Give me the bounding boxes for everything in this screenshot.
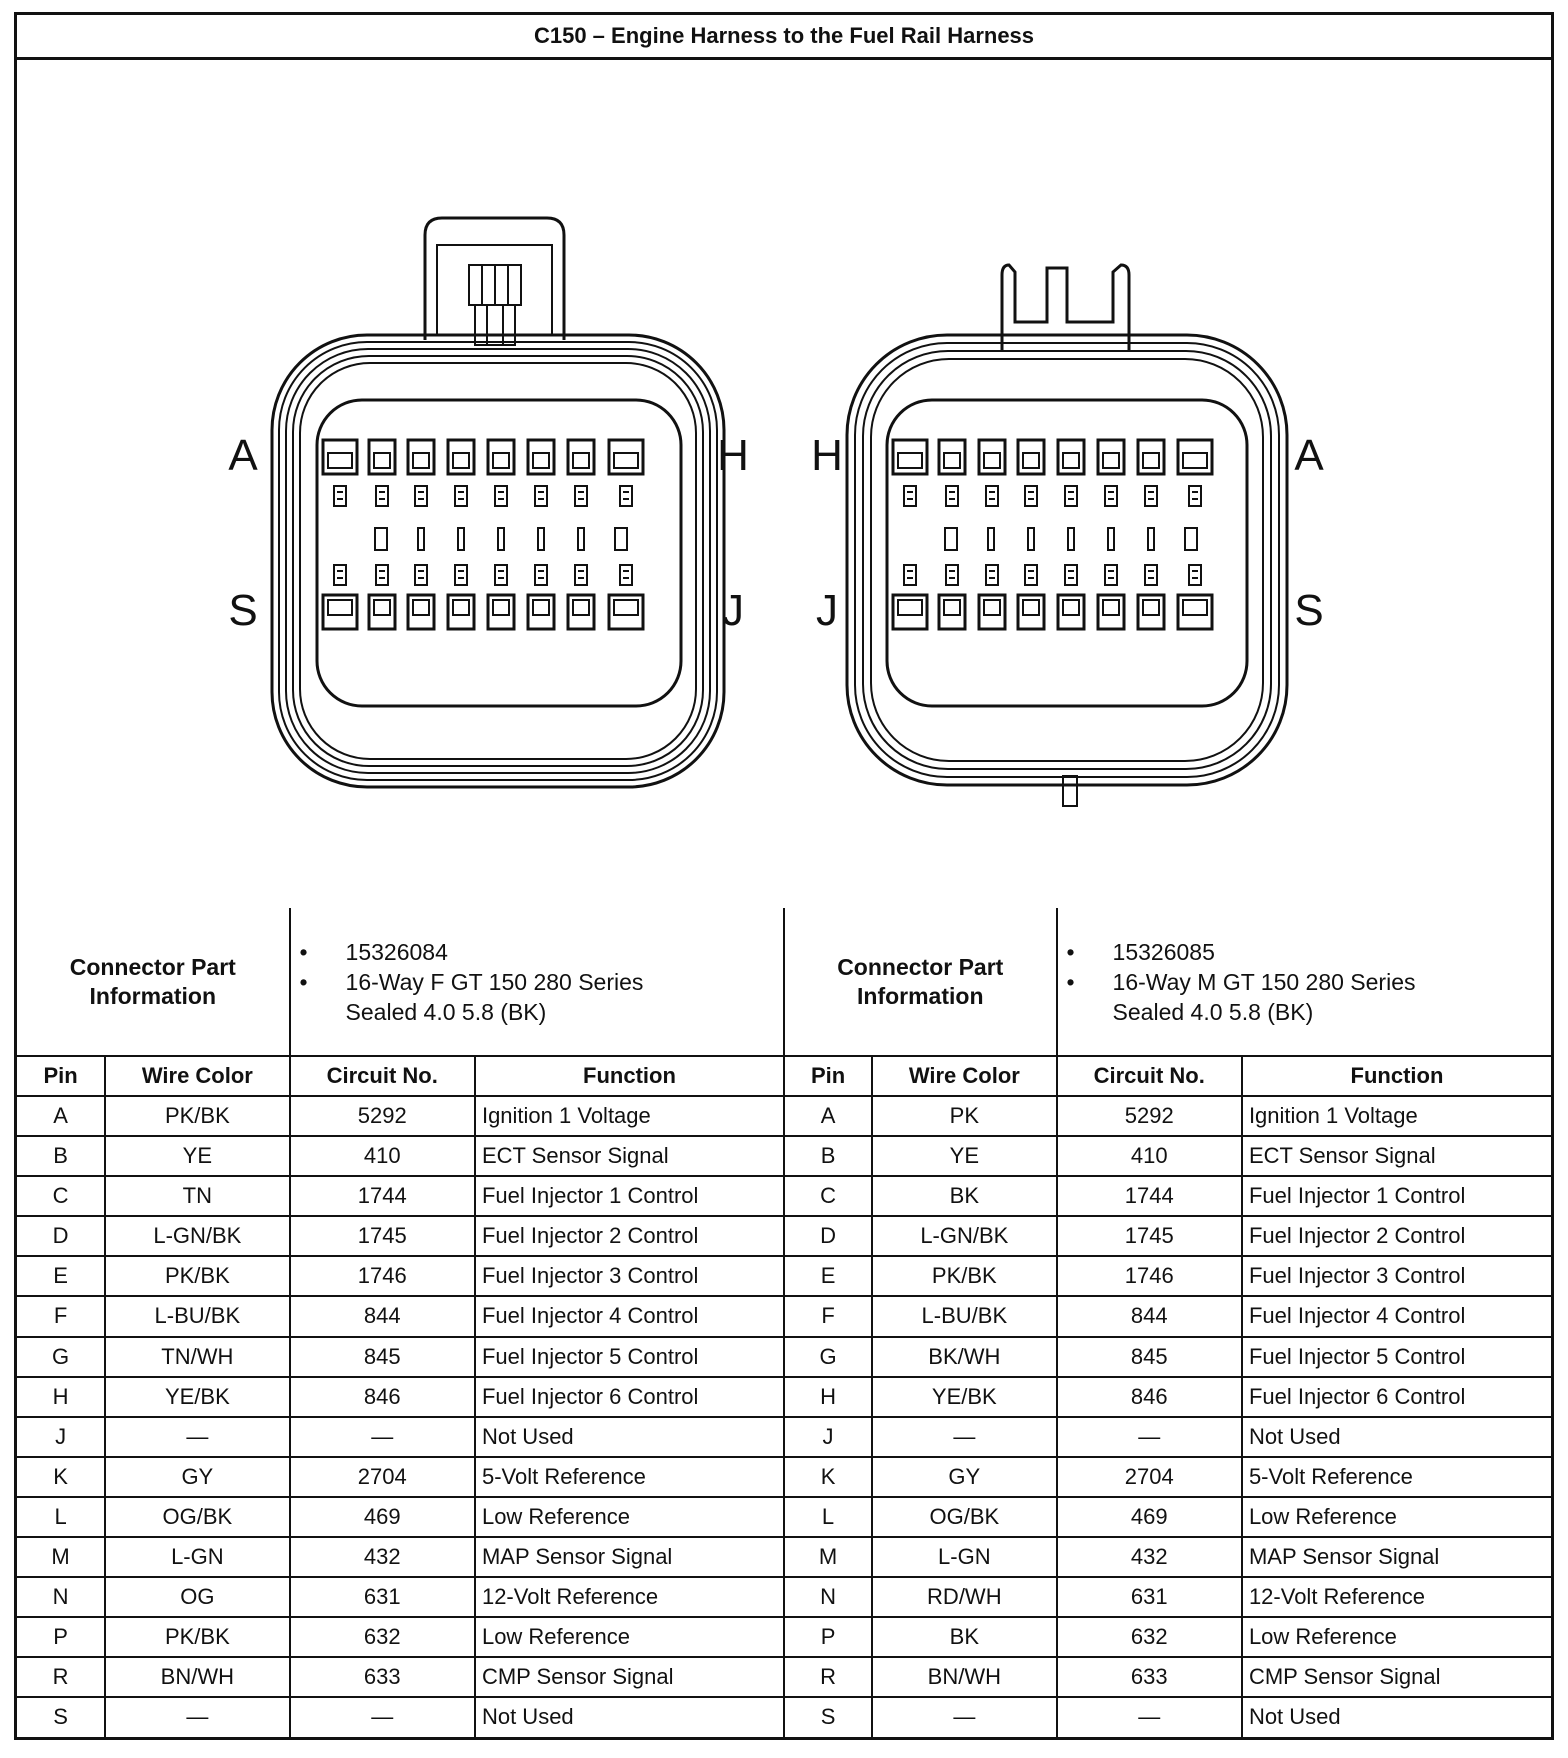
pin-cell: B [784, 1136, 872, 1176]
circuit-number-cell: 631 [1057, 1577, 1242, 1617]
terminal-lock [986, 486, 998, 506]
function-cell: Fuel Injector 6 Control [475, 1377, 784, 1417]
pin-row [17, 1497, 1551, 1537]
terminal-cavity-inner [328, 600, 352, 615]
pin-row [17, 1617, 1551, 1657]
function-cell: ECT Sensor Signal [1242, 1136, 1551, 1176]
function-cell: Fuel Injector 5 Control [1242, 1337, 1551, 1377]
terminal-cavity-inner [1183, 600, 1207, 615]
terminal-lock [575, 486, 587, 506]
circuit-number-cell: 410 [290, 1136, 475, 1176]
circuit-number-cell: 633 [290, 1657, 475, 1697]
wire-color-cell: GY [105, 1457, 289, 1497]
terminal-lock [1189, 486, 1201, 506]
function-cell: CMP Sensor Signal [1242, 1657, 1551, 1697]
connector-info-header-right [784, 908, 1057, 1056]
circuit-number-cell: — [1057, 1417, 1242, 1457]
wire-color-cell: OG/BK [872, 1497, 1056, 1537]
terminal-cavity-inner [984, 600, 1000, 615]
pin-row [17, 1136, 1551, 1176]
function-cell: Fuel Injector 5 Control [475, 1337, 784, 1377]
wire-color-cell: PK/BK [105, 1096, 289, 1136]
male-label-top-left: H [811, 431, 843, 480]
pin-cell: C [784, 1176, 872, 1216]
part-description-line1: • 16-Way F GT 150 280 Series [346, 967, 777, 997]
wire-color-cell: TN/WH [105, 1337, 289, 1377]
wire-color-cell: YE [872, 1136, 1056, 1176]
terminal-cavity-inner [1143, 453, 1159, 468]
pin-cell: G [784, 1337, 872, 1377]
connector-sheet [14, 12, 1554, 1740]
function-cell: Low Reference [475, 1497, 784, 1537]
pin-cell: H [784, 1377, 872, 1417]
terminal-cavity-inner [374, 600, 390, 615]
center-keyway [578, 528, 584, 550]
center-keyway [1028, 528, 1034, 550]
terminal-lock [455, 565, 467, 585]
connector-drawing [17, 60, 1551, 910]
wire-color-cell: L-GN [105, 1537, 289, 1577]
center-keyway [375, 528, 387, 550]
pin-row [17, 1216, 1551, 1256]
wire-color-cell: OG [105, 1577, 289, 1617]
circuit-number-cell: 1745 [1057, 1216, 1242, 1256]
circuit-number-cell: 633 [1057, 1657, 1242, 1697]
connector-part-info-right [1057, 908, 1551, 1056]
pin-cell: K [784, 1457, 872, 1497]
pin-cell: C [17, 1176, 105, 1216]
terminal-cavity-inner [374, 453, 390, 468]
terminal-cavity-inner [898, 600, 922, 615]
circuit-number-cell: — [1057, 1697, 1242, 1737]
function-cell: ECT Sensor Signal [475, 1136, 784, 1176]
terminal-lock [415, 565, 427, 585]
part-description-line2: Sealed 4.0 5.8 (BK) [345, 998, 547, 1025]
circuit-number-cell: 469 [1057, 1497, 1242, 1537]
wire-color-cell: L-GN [872, 1537, 1056, 1577]
terminal-lock [620, 565, 632, 585]
wire-color-cell: L-BU/BK [872, 1296, 1056, 1336]
function-cell: CMP Sensor Signal [475, 1657, 784, 1697]
pin-cell: L [17, 1497, 105, 1537]
center-keyway [615, 528, 627, 550]
center-keyway [538, 528, 544, 550]
function-cell: 5-Volt Reference [1242, 1457, 1551, 1497]
male-connector-face [847, 265, 1287, 806]
terminal-lock [376, 565, 388, 585]
terminal-cavity-inner [614, 600, 638, 615]
pin-cell: J [784, 1417, 872, 1457]
function-cell: 12-Volt Reference [1242, 1577, 1551, 1617]
function-cell: 12-Volt Reference [475, 1577, 784, 1617]
circuit-number-cell: 844 [290, 1296, 475, 1336]
terminal-cavity-inner [453, 453, 469, 468]
pin-row [17, 1377, 1551, 1417]
pin-cell: S [17, 1697, 105, 1737]
wire-color-cell: YE [105, 1136, 289, 1176]
terminal-cavity-inner [1183, 453, 1207, 468]
male-label-top-right: A [1294, 431, 1324, 480]
terminal-cavity-inner [533, 600, 549, 615]
column-header-pin: Pin [784, 1056, 872, 1096]
function-cell: Low Reference [1242, 1497, 1551, 1537]
wire-color-cell: RD/WH [872, 1577, 1056, 1617]
pin-row [17, 1176, 1551, 1216]
pin-row [17, 1337, 1551, 1377]
terminal-lock [1025, 486, 1037, 506]
column-header-pin: Pin [17, 1056, 105, 1096]
circuit-number-cell: 846 [1057, 1377, 1242, 1417]
terminal-cavity-inner [493, 453, 509, 468]
pin-cell: P [17, 1617, 105, 1657]
circuit-number-cell: 2704 [1057, 1457, 1242, 1497]
function-cell: Fuel Injector 6 Control [1242, 1377, 1551, 1417]
circuit-number-cell: 845 [1057, 1337, 1242, 1377]
function-cell: Low Reference [475, 1617, 784, 1657]
wire-color-cell: L-BU/BK [105, 1296, 289, 1336]
terminal-lock [415, 486, 427, 506]
terminal-cavity-inner [1063, 453, 1079, 468]
wire-color-cell: — [105, 1697, 289, 1737]
terminal-lock [946, 486, 958, 506]
wire-color-cell: BN/WH [872, 1657, 1056, 1697]
terminal-lock [1145, 565, 1157, 585]
wire-color-cell: PK/BK [105, 1617, 289, 1657]
wire-color-cell: — [105, 1417, 289, 1457]
center-keyway [458, 528, 464, 550]
terminal-cavity-inner [573, 600, 589, 615]
circuit-number-cell: — [290, 1417, 475, 1457]
wire-color-cell: — [872, 1697, 1056, 1737]
pin-row [17, 1256, 1551, 1296]
pin-row [17, 1296, 1551, 1336]
terminal-lock [376, 486, 388, 506]
terminal-lock [946, 565, 958, 585]
column-header-row [17, 1056, 1551, 1096]
terminal-lock [1189, 565, 1201, 585]
center-keyway [988, 528, 994, 550]
pin-cell: M [17, 1537, 105, 1577]
circuit-number-cell: — [290, 1697, 475, 1737]
terminal-lock [1105, 486, 1117, 506]
pin-cell: N [17, 1577, 105, 1617]
column-header-function: Function [475, 1056, 784, 1096]
pin-row [17, 1657, 1551, 1697]
terminal-cavity-inner [453, 600, 469, 615]
circuit-number-cell: 432 [1057, 1537, 1242, 1577]
circuit-number-cell: 5292 [290, 1096, 475, 1136]
terminal-cavity-inner [493, 600, 509, 615]
terminal-lock [334, 565, 346, 585]
function-cell: MAP Sensor Signal [1242, 1537, 1551, 1577]
terminal-lock [495, 486, 507, 506]
pin-cell: E [784, 1256, 872, 1296]
terminal-cavity-inner [533, 453, 549, 468]
pin-cell: F [784, 1296, 872, 1336]
part-number: • 15326084 [346, 937, 777, 967]
column-header-wire-color: Wire Color [872, 1056, 1056, 1096]
circuit-number-cell: 844 [1057, 1296, 1242, 1336]
terminal-cavity-inner [1103, 453, 1119, 468]
terminal-cavity-inner [1143, 600, 1159, 615]
part-description-line2: Sealed 4.0 5.8 (BK) [1112, 998, 1314, 1025]
wire-color-cell: YE/BK [105, 1377, 289, 1417]
terminal-lock [620, 486, 632, 506]
circuit-number-cell: 846 [290, 1377, 475, 1417]
wire-color-cell: BN/WH [105, 1657, 289, 1697]
terminal-cavity-inner [1103, 600, 1119, 615]
terminal-cavity-inner [1023, 600, 1039, 615]
wire-color-cell: PK/BK [872, 1256, 1056, 1296]
function-cell: Ignition 1 Voltage [475, 1096, 784, 1136]
terminal-lock [575, 565, 587, 585]
terminal-lock [495, 565, 507, 585]
center-keyway [1148, 528, 1154, 550]
wire-color-cell: BK/WH [872, 1337, 1056, 1377]
female-label-top-left: A [228, 431, 258, 480]
terminal-lock [455, 486, 467, 506]
terminal-cavity-inner [944, 453, 960, 468]
pin-cell: A [17, 1096, 105, 1136]
pin-cell: K [17, 1457, 105, 1497]
circuit-number-cell: 631 [290, 1577, 475, 1617]
connector-info-header-left [17, 908, 290, 1056]
terminal-cavity-inner [984, 453, 1000, 468]
column-header-function: Function [1242, 1056, 1551, 1096]
wire-color-cell: OG/BK [105, 1497, 289, 1537]
pin-cell: P [784, 1617, 872, 1657]
circuit-number-cell: 469 [290, 1497, 475, 1537]
wire-color-cell: PK/BK [105, 1256, 289, 1296]
terminal-cavity-inner [944, 600, 960, 615]
circuit-number-cell: 432 [290, 1537, 475, 1577]
function-cell: Fuel Injector 1 Control [475, 1176, 784, 1216]
female-label-top-right: H [717, 431, 749, 480]
center-keyway [1068, 528, 1074, 550]
terminal-cavity-inner [1023, 453, 1039, 468]
function-cell: Fuel Injector 2 Control [475, 1216, 784, 1256]
function-cell: Not Used [475, 1417, 784, 1457]
female-label-bottom-left: S [228, 586, 258, 635]
pin-cell: A [784, 1096, 872, 1136]
pin-cell: H [17, 1377, 105, 1417]
terminal-lock [1025, 565, 1037, 585]
center-keyway [1185, 528, 1197, 550]
female-label-bottom-right: J [722, 586, 744, 635]
terminal-lock [535, 565, 547, 585]
pin-cell: S [784, 1697, 872, 1737]
terminal-cavity-inner [1063, 600, 1079, 615]
pin-cell: M [784, 1537, 872, 1577]
column-header-wire-color: Wire Color [105, 1056, 289, 1096]
male-label-bottom-left: J [816, 586, 838, 635]
male-label-bottom-right: S [1294, 586, 1324, 635]
circuit-number-cell: 1746 [1057, 1256, 1242, 1296]
pin-cell: L [784, 1497, 872, 1537]
pin-cell: J [17, 1417, 105, 1457]
connector-info-header-text: Connector Part Information [69, 953, 236, 1009]
function-cell: Low Reference [1242, 1617, 1551, 1657]
pin-cell: R [17, 1657, 105, 1697]
terminal-lock [904, 565, 916, 585]
circuit-number-cell: 1744 [1057, 1176, 1242, 1216]
pin-cell: B [17, 1136, 105, 1176]
terminal-cavity-inner [413, 453, 429, 468]
pinout-table [17, 908, 1551, 1737]
connector-info-row [17, 908, 1551, 1056]
function-cell: 5-Volt Reference [475, 1457, 784, 1497]
wire-color-cell: GY [872, 1457, 1056, 1497]
circuit-number-cell: 845 [290, 1337, 475, 1377]
function-cell: MAP Sensor Signal [475, 1537, 784, 1577]
terminal-lock [904, 486, 916, 506]
wire-color-cell: YE/BK [872, 1377, 1056, 1417]
terminal-lock [1145, 486, 1157, 506]
circuit-number-cell: 1745 [290, 1216, 475, 1256]
function-cell: Fuel Injector 1 Control [1242, 1176, 1551, 1216]
circuit-number-cell: 2704 [290, 1457, 475, 1497]
wire-color-cell: L-GN/BK [872, 1216, 1056, 1256]
center-keyway [418, 528, 424, 550]
center-keyway [1108, 528, 1114, 550]
wire-color-cell: PK [872, 1096, 1056, 1136]
terminal-cavity-inner [413, 600, 429, 615]
pin-cell: D [17, 1216, 105, 1256]
pin-cell: G [17, 1337, 105, 1377]
circuit-number-cell: 410 [1057, 1136, 1242, 1176]
function-cell: Not Used [1242, 1697, 1551, 1737]
function-cell: Fuel Injector 3 Control [1242, 1256, 1551, 1296]
part-description-line1: • 16-Way M GT 150 280 Series [1113, 967, 1545, 997]
female-connector-face [272, 218, 724, 787]
connector-part-info-left [290, 908, 784, 1056]
function-cell: Fuel Injector 4 Control [1242, 1296, 1551, 1336]
pin-cell: F [17, 1296, 105, 1336]
wire-color-cell: BK [872, 1176, 1056, 1216]
pin-cell: R [784, 1657, 872, 1697]
page-title: C150 – Engine Harness to the Fuel Rail Harness [17, 15, 1551, 60]
wire-color-cell: TN [105, 1176, 289, 1216]
circuit-number-cell: 632 [290, 1617, 475, 1657]
terminal-cavity-inner [328, 453, 352, 468]
terminal-lock [1105, 565, 1117, 585]
terminal-cavity-inner [573, 453, 589, 468]
function-cell: Not Used [475, 1697, 784, 1737]
function-cell: Fuel Injector 4 Control [475, 1296, 784, 1336]
center-keyway [945, 528, 957, 550]
terminal-lock [1065, 486, 1077, 506]
pin-row [17, 1697, 1551, 1737]
function-cell: Not Used [1242, 1417, 1551, 1457]
pin-row [17, 1537, 1551, 1577]
connector-info-header-text: Connector Part Information [837, 953, 1004, 1009]
circuit-number-cell: 1746 [290, 1256, 475, 1296]
terminal-cavity-inner [614, 453, 638, 468]
pin-cell: E [17, 1256, 105, 1296]
terminal-lock [986, 565, 998, 585]
pin-cell: D [784, 1216, 872, 1256]
function-cell: Fuel Injector 2 Control [1242, 1216, 1551, 1256]
terminal-lock [535, 486, 547, 506]
terminal-lock [1065, 565, 1077, 585]
pin-row [17, 1577, 1551, 1617]
function-cell: Ignition 1 Voltage [1242, 1096, 1551, 1136]
wire-color-cell: L-GN/BK [105, 1216, 289, 1256]
pin-row [17, 1096, 1551, 1136]
terminal-cavity-inner [898, 453, 922, 468]
circuit-number-cell: 1744 [290, 1176, 475, 1216]
pin-row [17, 1457, 1551, 1497]
pin-row [17, 1417, 1551, 1457]
wire-color-cell: — [872, 1417, 1056, 1457]
circuit-number-cell: 5292 [1057, 1096, 1242, 1136]
terminal-lock [334, 486, 346, 506]
center-keyway [498, 528, 504, 550]
part-number: • 15326085 [1113, 937, 1545, 967]
wire-color-cell: BK [872, 1617, 1056, 1657]
function-cell: Fuel Injector 3 Control [475, 1256, 784, 1296]
column-header-circuit-no: Circuit No. [1057, 1056, 1242, 1096]
column-header-circuit-no: Circuit No. [290, 1056, 475, 1096]
circuit-number-cell: 632 [1057, 1617, 1242, 1657]
pin-cell: N [784, 1577, 872, 1617]
